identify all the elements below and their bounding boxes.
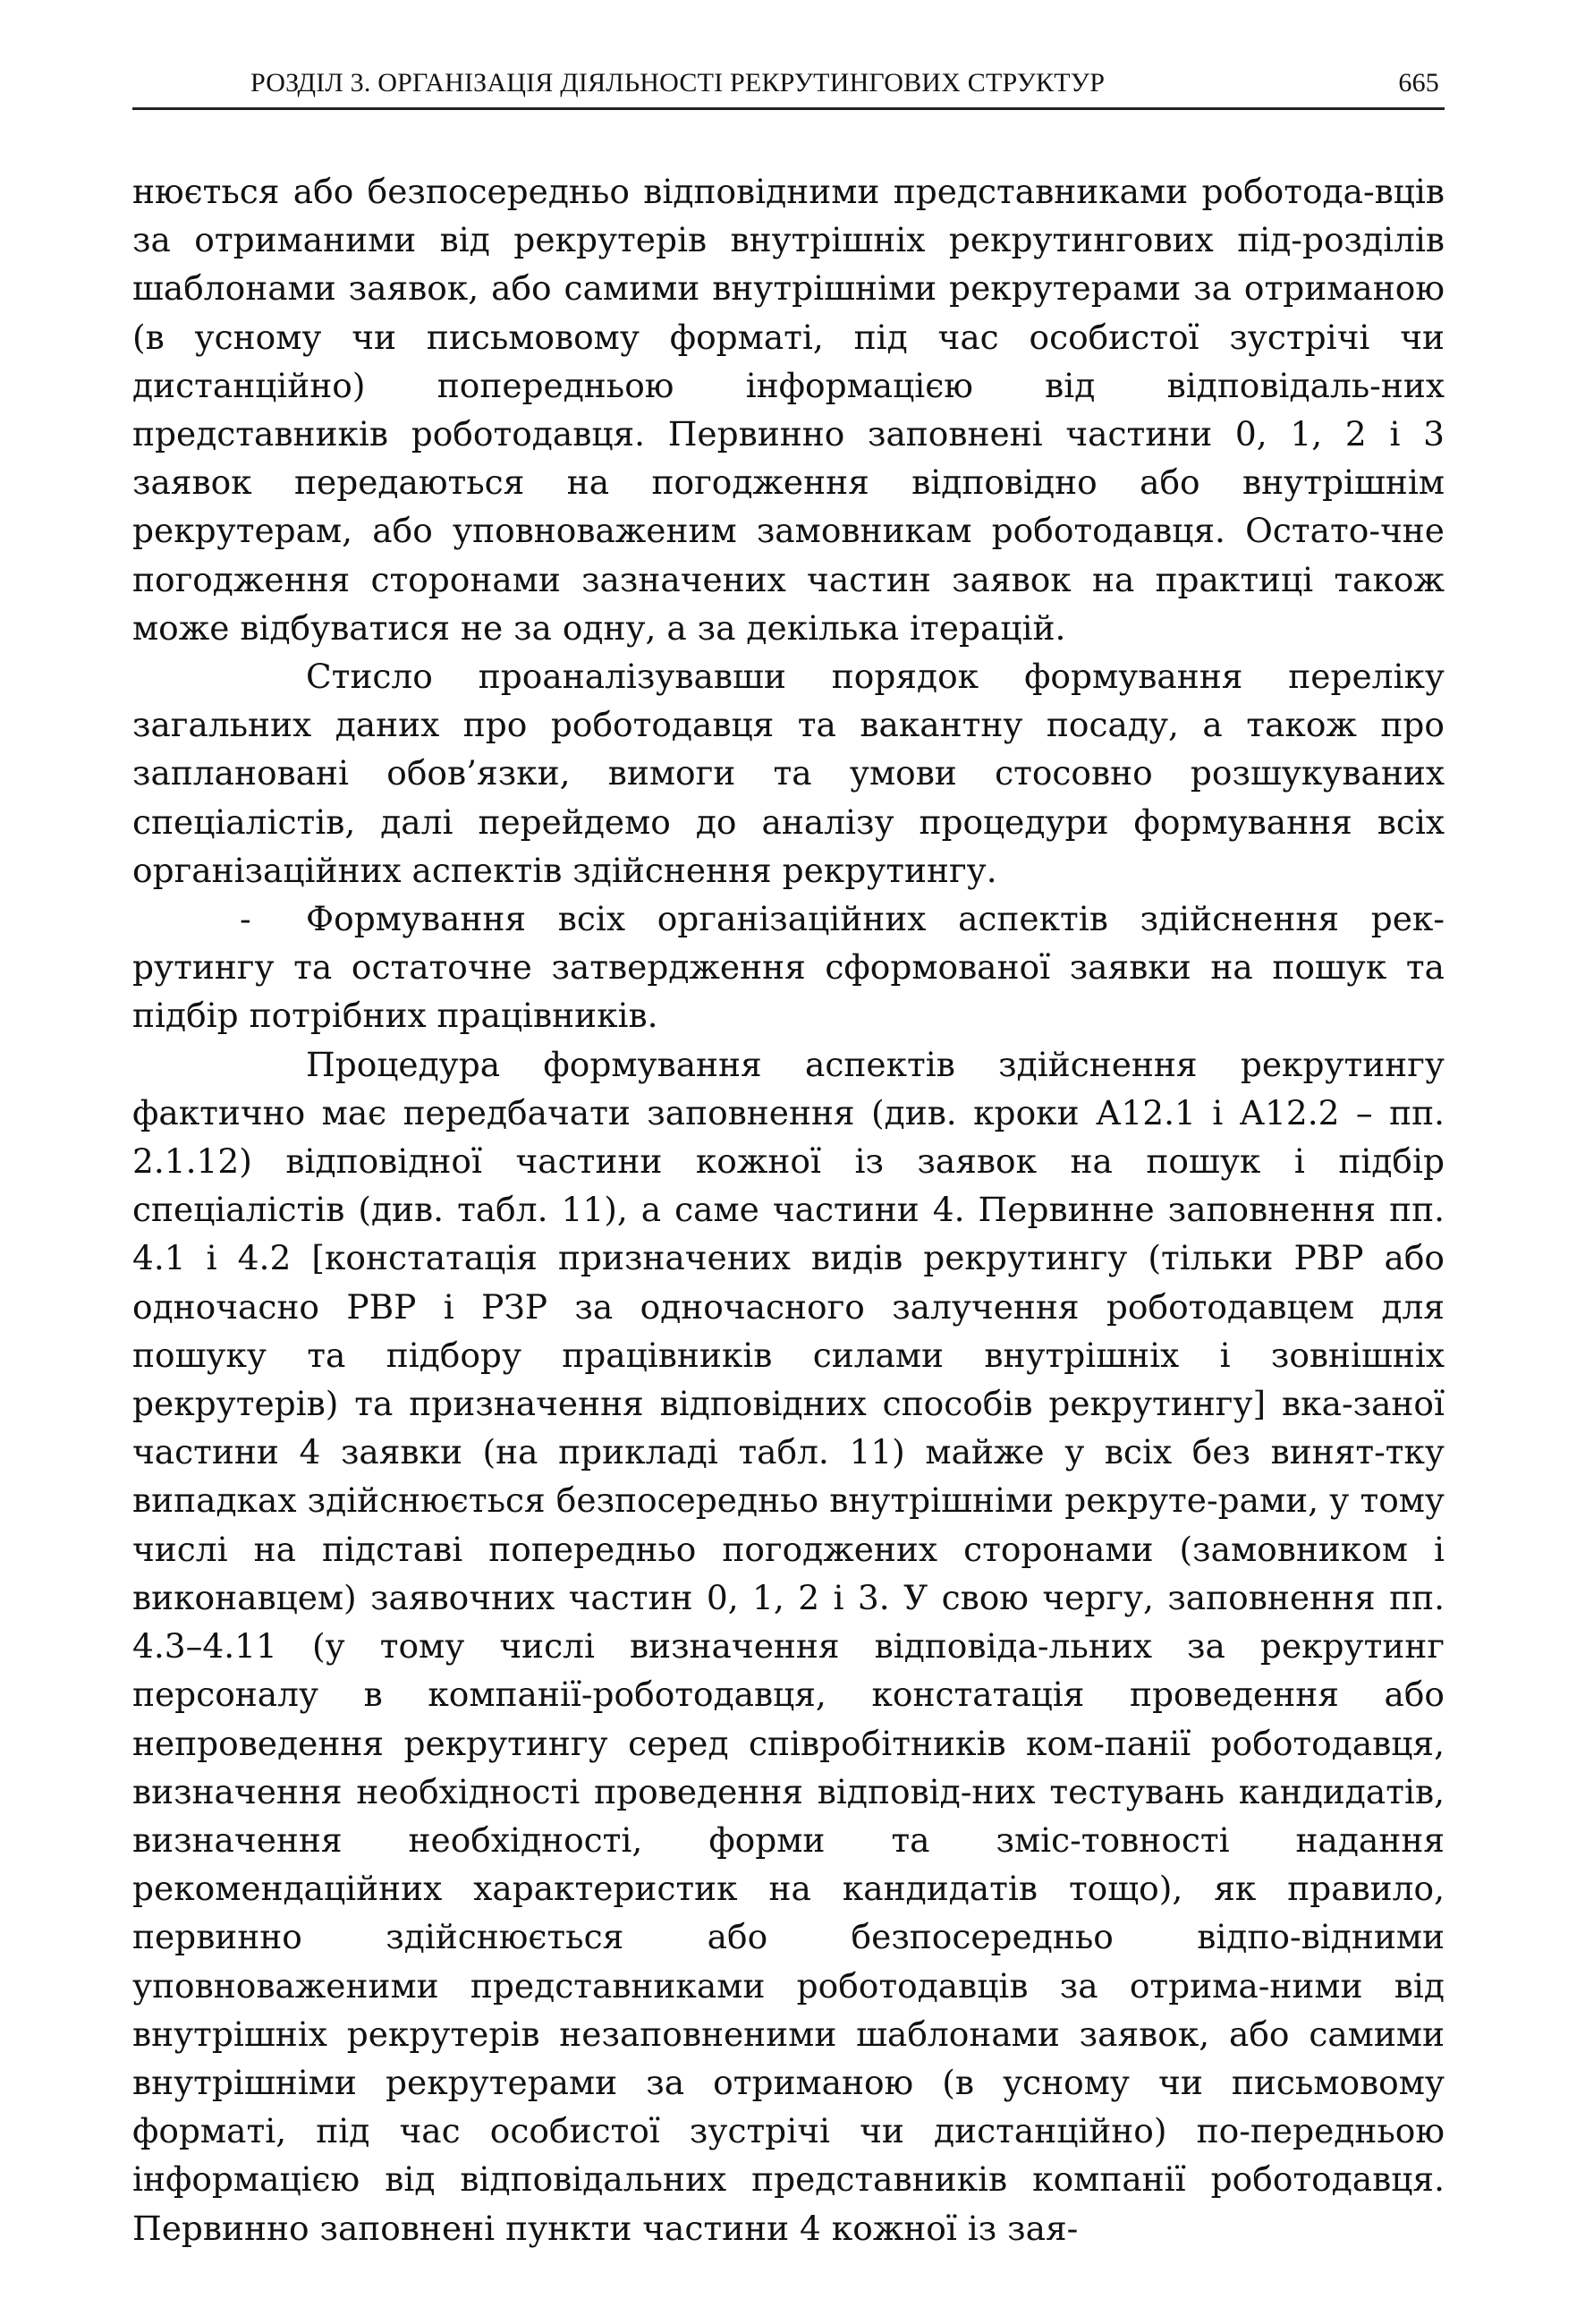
dash-item-text: Формування всіх організаційних аспектів здійснення рек-рутингу та остаточне затвердження сформованої заявки на пошук та підбір потрібних працівників.	[132, 899, 1445, 1036]
paragraph-procedure: Процедура формування аспектів здійснення рекрутингу фактично має передбачати заповнення (див. кроки А12.1 і А12.2 – пп. 2.1.12) відповідної частини кожної із заявок на пошук і підбір спеціалістів (див. табл. 11), а саме частини 4. Первинне заповнення пп. 4.1 і 4.2 [констатація призначених видів рекрутингу (тільки РВР або одночасно РВР і РЗР за одночасного залучення роботодавцем для пошуку та підбору працівників силами внутрішніх і зовнішніх рекрутерів) та призначення відповідних способів рекрутингу] вка-заної частини 4 заявки (на прикладі табл. 11) майже у всіх без винят-тку випадках здійснюється безпосередньо внутрішніми рекруте-рами, у тому числі на підставі попередньо погоджених сторонами (замовником і виконавцем) заявочних частин 0, 1, 2 і 3. У свою чергу, заповнення пп. 4.3–4.11 (у тому числі визначення відповіда-льних за рекрутинг персоналу в компанії-роботодавця, констатація проведення або непроведення рекрутингу серед співробітників ком-панії роботодавця, визначення необхідності проведення відповід-них тестувань кандидатів, визначення необхідності, форми та зміс-товності надання рекомендаційних характеристик на кандидатів тощо), як правило, первинно здійснюється або безпосередньо відпо-відними уповноваженими представниками роботодавців за отрима-ними від внутрішніх рекрутерів незаповненими шаблонами заявок, або самими внутрішніми рекрутерами за отриманою (в усному чи письмовому форматі, під час особистої зустрічі чи дистанційно) по-передньою інформацією від відповідальних представників компанії роботодавця. Первинно заповнені пункти частини 4 кожної із зая-	[132, 1044, 1445, 2248]
body-text	[132, 167, 1445, 2252]
book-page	[132, 54, 1445, 2252]
paragraph-summary: Стисло проаналізувавши порядок формування переліку загальних даних про роботодавця та вакантну посаду, а також про заплановані обов’язки, вимоги та умови стосовно розшукуваних спеціалістів, далі перейдемо до аналізу процедури формування всіх організаційних аспектів здійснення рекрутингу.	[132, 657, 1445, 890]
paragraph-continuation: нюється або безпосередньо відповідними представниками роботода-вців за отриманими від рекрутерів внутрішніх рекрутингових під-розділів шаблонами заявок, або самими внутрішніми рекрутерами за отриманою (в усному чи письмовому форматі, під час особистої зустрічі чи дистанційно) попередньою інформацією від відповідаль-них представників роботодавця. Первинно заповнені частини 0, 1, 2 і 3 заявок передаються на погодження відповідно або внутрішнім рекрутерам, або уповноваженим замовникам роботодавця. Остато-чне погодження сторонами зазначених частин заявок на практиці також може відбуватися не за одну, а за декілька ітерацій.	[132, 172, 1445, 648]
dash-list-item	[132, 895, 1445, 1040]
dash-marker: -	[240, 899, 251, 939]
page-number: 665	[1398, 68, 1439, 98]
running-header	[132, 54, 1445, 110]
running-title: РОЗДІЛ 3. ОРГАНІЗАЦІЯ ДІЯЛЬНОСТІ РЕКРУТИНГОВИХ СТРУКТУР	[250, 68, 1106, 98]
